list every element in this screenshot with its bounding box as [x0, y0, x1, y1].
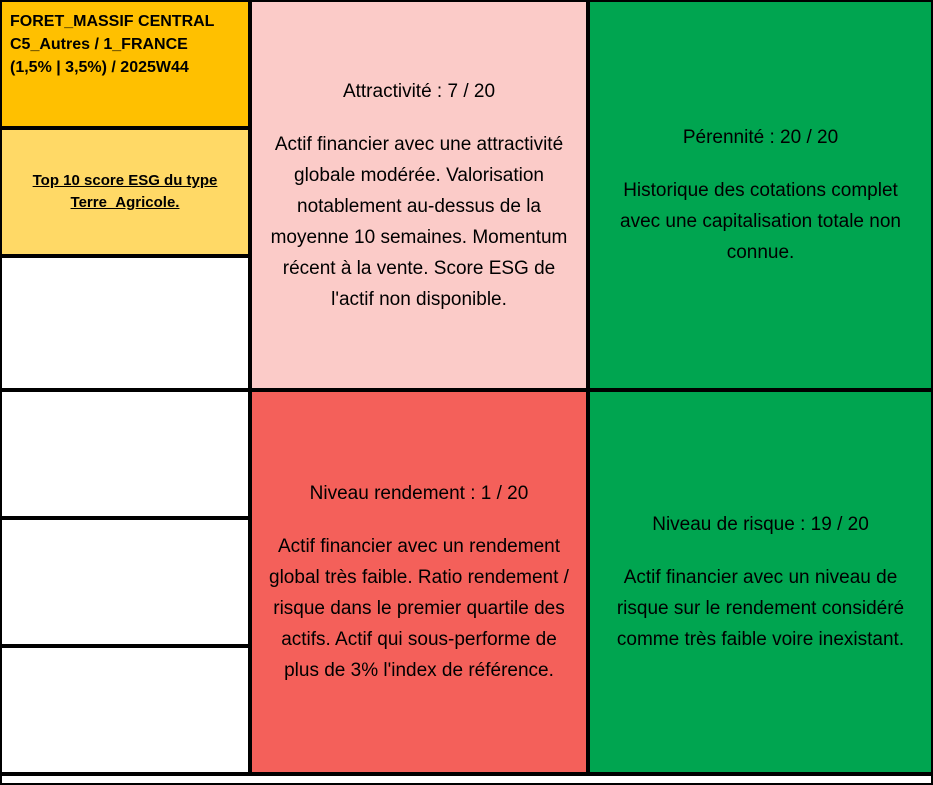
rendement-description: Actif financier avec un rendement global très faible. Ratio rendement / risque dans le premier quartile des actifs. Actif qui sous-performe de plus de 3% l'index de référence. — [269, 536, 569, 681]
esg-subtitle-label: Top 10 score ESG du type Terre_Agricole. — [32, 172, 218, 211]
risque-description: Actif financier avec un niveau de risque sur le rendement considéré comme très faible voire inexistant. — [616, 567, 905, 650]
perennite-description: Historique des cotations complet avec une capitalisation totale non connue. — [620, 180, 901, 263]
empty-cell-4 — [0, 646, 250, 774]
esg-subtitle-cell — [0, 128, 250, 256]
asset-name: FORET_MASSIF CENTRAL — [10, 13, 215, 30]
attractivite-score: Attractivité : 7 / 20 — [342, 80, 496, 102]
attractivite-description: Actif financier avec une attractivité globale modérée. Valorisation notablement au-dessus de la moyenne 10 semaines. Momentum récent à la vente. Score ESG de l'actif non disponible. — [270, 133, 568, 310]
attractivite-cell — [250, 0, 588, 390]
risque-cell — [588, 390, 933, 774]
asset-metrics: (1,5% | 3,5%) / 2025W44 — [10, 59, 189, 76]
bottom-empty-row — [0, 774, 933, 785]
asset-classification: C5_Autres / 1_FRANCE — [10, 36, 188, 53]
asset-title-cell — [0, 0, 250, 128]
empty-cell-3 — [0, 518, 250, 646]
empty-cell-1 — [0, 256, 250, 390]
perennite-score: Pérennité : 20 / 20 — [682, 127, 839, 148]
perennite-cell — [588, 0, 933, 390]
risque-score: Niveau de risque : 19 / 20 — [652, 514, 869, 535]
rendement-score: Niveau rendement : 1 / 20 — [309, 483, 529, 504]
empty-cell-2 — [0, 390, 250, 518]
rendement-cell — [250, 390, 588, 774]
